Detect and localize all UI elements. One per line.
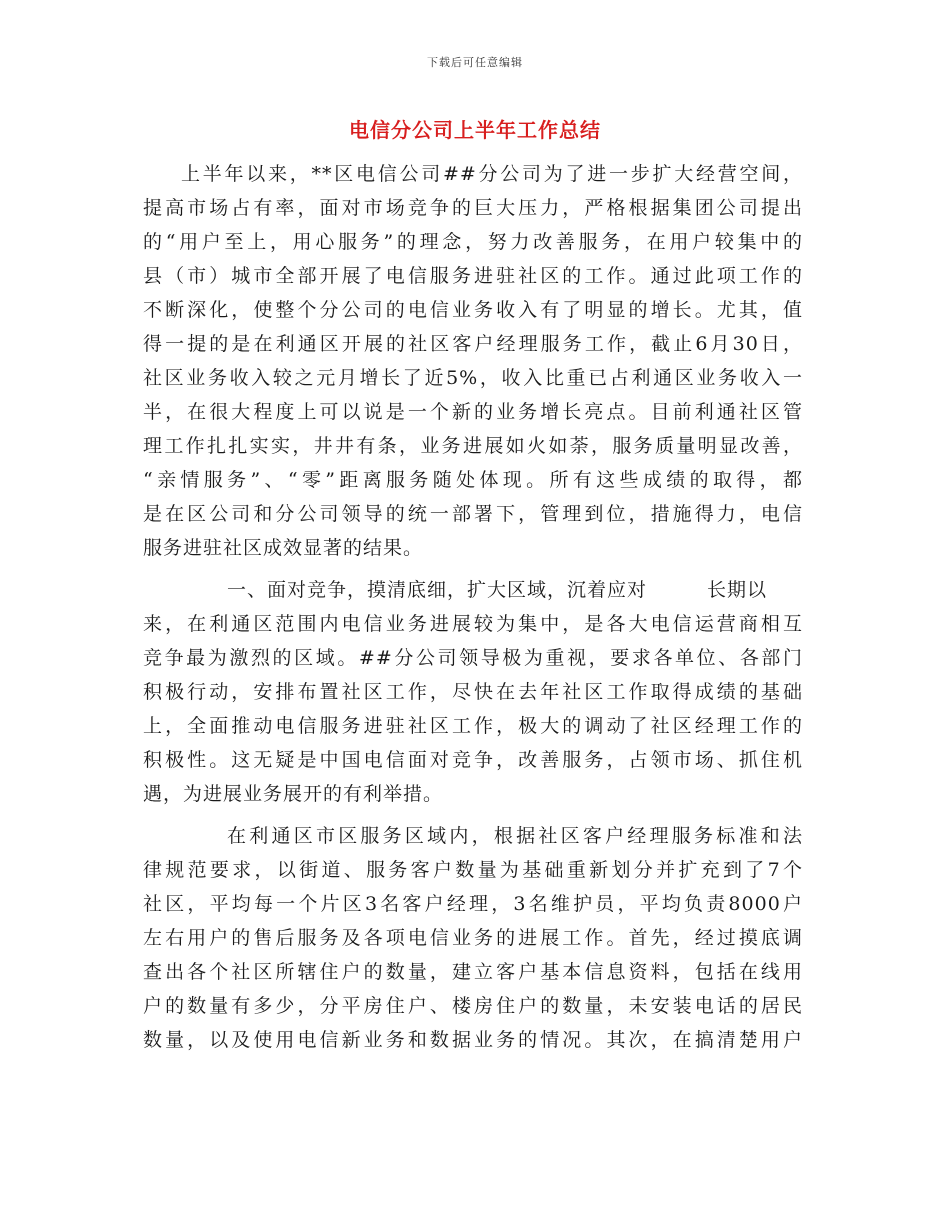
document-body (143, 157, 803, 1057)
paragraph-line: 积极行动，安排布置社区工作，尽快在去年社区工作取得成绩的基础 (143, 681, 803, 703)
paragraph-line: 律规范要求，以街道、服务客户数量为基础重新划分并扩充到了7个 (143, 859, 803, 881)
paragraph-line: 半，在很大程度上可以说是一个新的业务增长亮点。目前利通社区管 (143, 401, 803, 423)
paragraph-line: 来，在利通区范围内电信业务进展较为集中，是各大电信运营商相互 (143, 613, 803, 635)
section-heading: 一、面对竞争，摸清底细，扩大区域，沉着应对 (227, 579, 648, 601)
paragraph-line: 社区，平均每一个片区3名客户经理，3名维护员，平均负责8000户 (143, 893, 803, 915)
paragraph-line: 积极性。这无疑是中国电信面对竞争，改善服务，占领市场、抓住机 (143, 749, 803, 771)
paragraph-line: 竞争最为激烈的区域。##分公司领导极为重视，要求各单位、各部门 (143, 647, 803, 669)
paragraph-line: 县（市）城市全部开展了电信服务进驻社区的工作。通过此项工作的 (143, 265, 803, 287)
paragraph-line: 查出各个社区所辖住户的数量，建立客户基本信息资料，包括在线用 (143, 961, 803, 983)
paragraph-line: 的“用户至上，用心服务”的理念，努力改善服务，在用户较集中的 (143, 231, 803, 253)
paragraph-line: 不断深化，使整个分公司的电信业务收入有了明显的增长。尤其，值 (143, 299, 803, 321)
section-heading-tail: 长期以 (707, 579, 768, 601)
paragraph-line: 社区业务收入较之元月增长了近5%，收入比重已占利通区业务收入一 (143, 367, 803, 389)
paragraph-line: 左右用户的售后服务及各项电信业务的进展工作。首先，经过摸底调 (143, 927, 803, 949)
paragraph-line: 是在区公司和分公司领导的统一部署下，管理到位，措施得力，电信 (143, 503, 803, 525)
paragraph-line: “亲情服务”、“零”距离服务随处体现。所有这些成绩的取得，都 (143, 469, 803, 491)
paragraph-line: 遇，为进展业务展开的有利举措。 (143, 783, 444, 805)
paragraph-line: 在利通区市区服务区域内，根据社区客户经理服务标准和法 (227, 825, 803, 847)
document-title: 电信分公司上半年工作总结 (349, 118, 601, 142)
paragraph-line: 服务进驻社区成效显著的结果。 (143, 537, 424, 559)
paragraph-line: 理工作扎扎实实，井井有条，业务进展如火如荼，服务质量明显改善， (143, 435, 803, 457)
page-header-note: 下载后可任意编辑 (427, 56, 523, 69)
paragraph-spacer (143, 811, 803, 819)
paragraph-line: 上，全面推动电信服务进驻社区工作，极大的调动了社区经理工作的 (143, 715, 803, 737)
paragraph-line: 得一提的是在利通区开展的社区客户经理服务工作，截止6月30日， (143, 333, 803, 355)
section-heading-line (143, 573, 803, 607)
paragraph-line: 提高市场占有率，面对市场竞争的巨大压力，严格根据集团公司提出 (143, 197, 803, 219)
paragraph-line: 户的数量有多少，分平房住户、楼房住户的数量，未安装电话的居民 (143, 995, 803, 1017)
paragraph-line: 数量，以及使用电信新业务和数据业务的情况。其次，在搞清楚用户 (143, 1029, 803, 1051)
paragraph-line: 上半年以来，**区电信公司##分公司为了进一步扩大经营空间， (181, 163, 803, 185)
paragraph-spacer (143, 565, 803, 573)
